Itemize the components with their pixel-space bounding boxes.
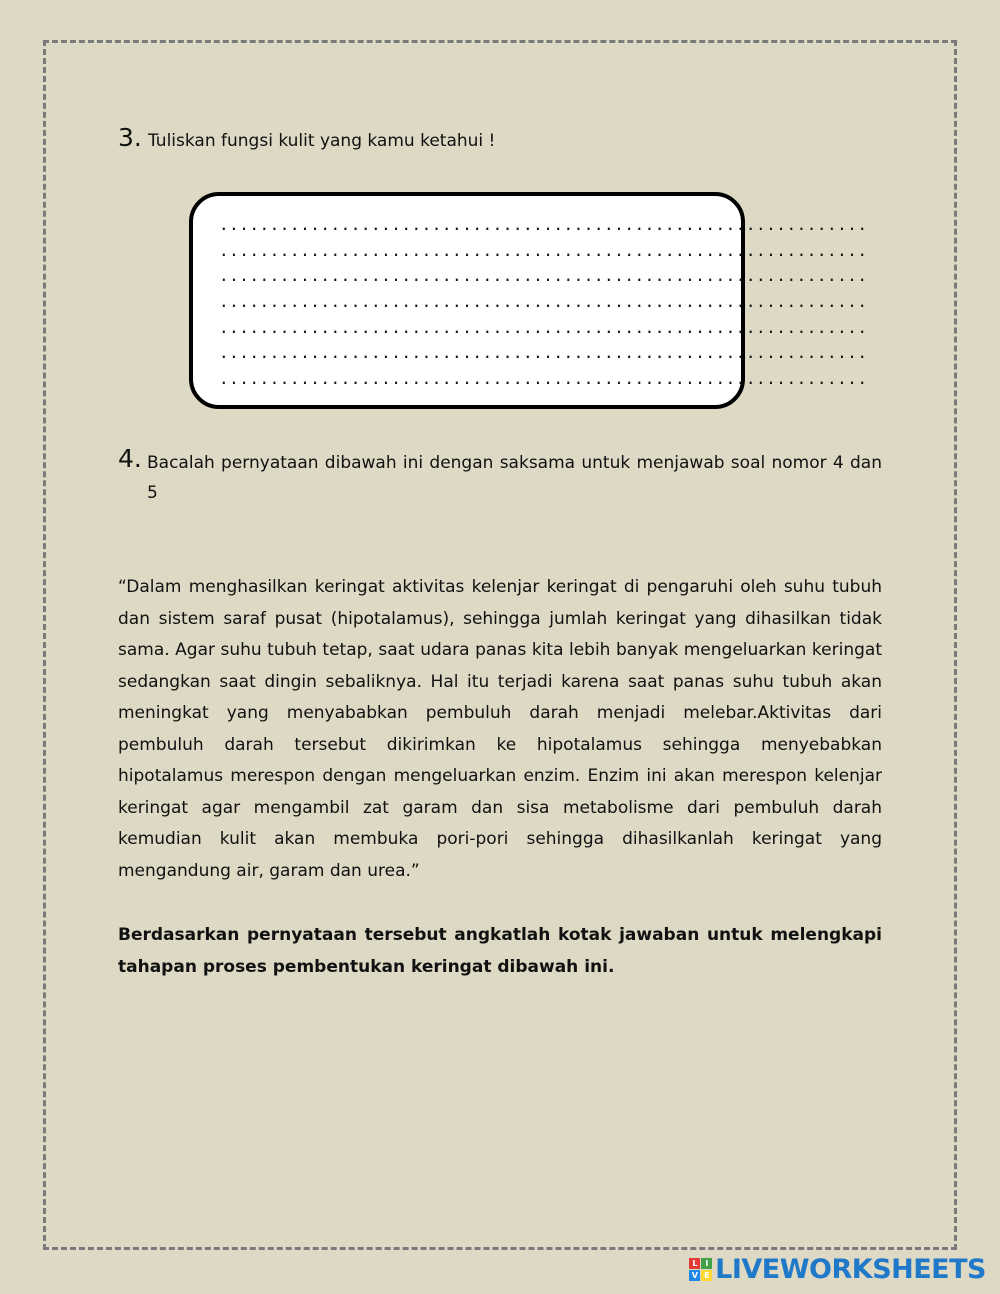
logo-letter-l: L	[689, 1258, 700, 1269]
answer-line[interactable]: ................................................................	[219, 240, 868, 260]
logo-letter-v: V	[689, 1270, 700, 1281]
liveworksheets-logo	[689, 1254, 986, 1285]
question-4-number: 4.	[118, 444, 142, 473]
answer-line[interactable]: ................................................................	[219, 369, 868, 389]
question-3-text: Tuliskan fungsi kulit yang kamu ketahui !	[148, 131, 496, 151]
reading-passage: “Dalam menghasilkan keringat aktivitas kelenjar keringat di pengaruhi oleh suhu tubuh dan sistem saraf pusat (hipotalamus), sehingga jumlah keringat yang dihasilkan tidak sama. Agar suhu tubuh tetap, saat udara panas kita lebih banyak mengeluarkan keringat sedangkan saat dingin sebaliknya. Hal itu terjadi karena saat panas suhu tubuh akan meningkat yang menyababkan pembuluh darah menjadi melebar.Aktivitas dari pembuluh darah tersebut dikirimkan ke hipotalamus sehingga menyebabkan hipotalamus merespon dengan mengeluarkan enzim. Enzim ini akan merespon kelenjar keringat agar mengambil zat garam dan sisa metabolisme dari pembuluh darah kemudian kulit akan membuka pori-pori sehingga dihasilkanlah keringat yang mengandung air, garam dan urea.”	[118, 577, 882, 881]
logo-letter-i: I	[701, 1258, 712, 1269]
logo-letter-e: E	[701, 1270, 712, 1281]
answer-line[interactable]: ................................................................	[219, 215, 868, 234]
question-3-number: 3.	[118, 123, 142, 152]
question-4-text: Bacalah pernyataan dibawah ini dengan saksama untuk menjawab soal nomor 4 dan 5	[147, 453, 882, 503]
answer-line[interactable]: ................................................................	[219, 266, 868, 286]
liveworksheets-wordmark: LIVEWORKSHEETS	[715, 1254, 986, 1285]
answer-line[interactable]: ................................................................	[219, 343, 868, 363]
instruction-text: Berdasarkan pernyataan tersebut angkatlah kotak jawaban untuk melengkapi tahapan proses pembentukan keringat dibawah ini.	[118, 925, 882, 977]
answer-box-question-3[interactable]	[189, 192, 868, 409]
answer-line[interactable]: ................................................................	[219, 292, 868, 312]
answer-line[interactable]: ................................................................	[219, 317, 868, 337]
liveworksheets-logo-icon	[689, 1258, 712, 1281]
